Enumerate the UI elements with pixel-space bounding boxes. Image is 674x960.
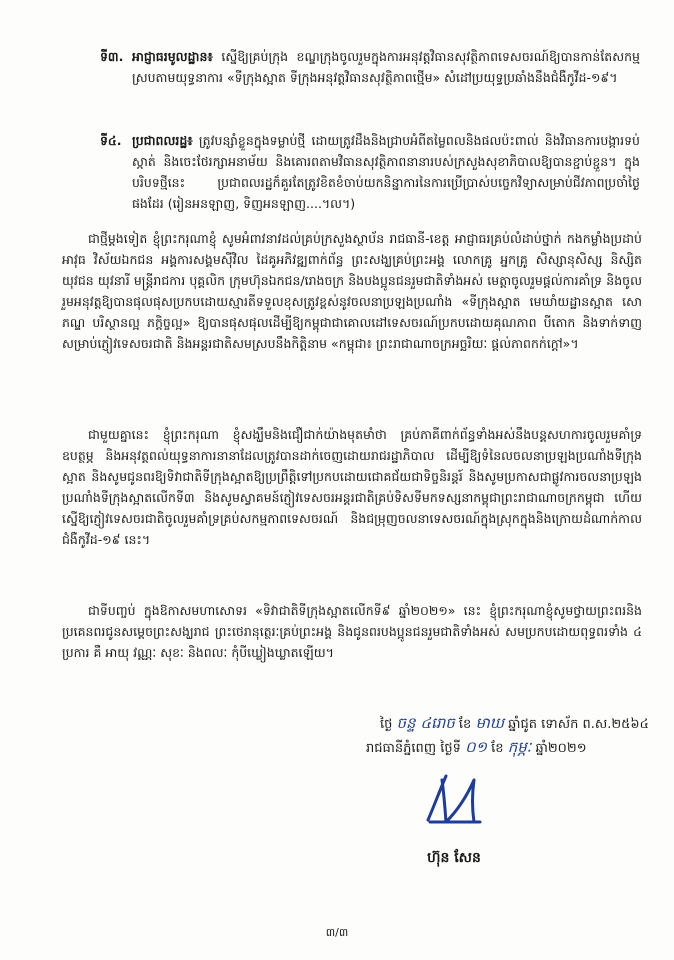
item-body bbox=[100, 130, 640, 214]
date-label: ឆ្នាំជូត ទោស័ក ព.ស.២៥៦៤ bbox=[508, 717, 649, 732]
handwritten-month: មាឃ bbox=[475, 714, 505, 732]
handwritten-day: ០១ bbox=[465, 738, 488, 756]
paragraph-closing: ជាទីបញ្ចប់ ក្នុងឱកាសមហាសោទរ «ទិវាជាតិទីក្រុងស្អាតលើកទី៩ ឆ្នាំ២០២១» នេះ ខ្ញុំព្រះករុណាខ្ញុំសូមថ្វាយព្រះពរនិងប្រគេនពរជូនសម្តេចព្រះសង្ឃរាជ ព្រះថេរានុត្ថេរៈគ្រប់ព្រះអង្គ និងជូនពរបងប្អូនជនរួមជាតិទាំងអស់ សមប្រកបដោយពុទ្ធពរទាំង ៤ ប្រការ គឺ អាយុ វណ្ណៈ សុខៈ និងពលៈ កុំបីឃ្លៀងឃ្លាតឡើយ។ bbox=[62, 603, 642, 660]
item-text: ស្នើឱ្យគ្រប់ក្រុង ខណ្ឌក្រុងចូលរួមក្នុងការអនុវត្តវិធានសុវត្ថិភាពទេសចរណ៍ឱ្យបានកាន់តែសកម្មស្របតាមយុទ្ធនាការ «ទីក្រុងស្អាត ទីក្រុងអនុវត្តវិធានសុវត្ថិភាពថ្មើម» សំដៅប្រយុទ្ធប្រឆាំងនឹងជំងឺកូវីដ-១៩។ bbox=[132, 49, 640, 85]
date-label: ខែ bbox=[491, 741, 504, 756]
item-body bbox=[100, 46, 640, 88]
page-number: ៣/៣ bbox=[325, 926, 349, 939]
date-line-lunar bbox=[380, 712, 649, 736]
item-heading: ប្រជាពលរដ្ឋ៖ bbox=[132, 133, 193, 148]
signature-icon bbox=[420, 770, 490, 830]
item-number: ទី៣. bbox=[100, 49, 124, 64]
signer-name: ហ៊ុន សែន bbox=[427, 850, 481, 866]
paragraph-hope: ជាមួយគ្នានេះ ខ្ញុំព្រះករុណា ខ្ញុំសង្ឃឹមនិងជឿជាក់យ៉ាងមុតមាំថា គ្រប់ភាគីពាក់ព័ន្ធទាំងអស់នឹងបន្តសហការចូលរួមគាំទ្រឧបត្ថម្ភ និងអនុវត្តពល់យុទ្ធនាការនានាដែលត្រូវបានដាក់ចេញដោយរាជរដ្ឋាភិបាល ដើម្បីឱ្យទំនៃលចលនាប្រឡងប្រណាំងទីក្រុងស្អាត និងសូមជូនពរឱ្យទិវាជាតិទីក្រុងស្អាតឱ្យប្រព្រឹត្តិទៅប្រកបដោយជោគជ័យជាទិច្ចនិរន្តរ៍ និងសូមប្រកាសជាផ្លូវការចលនាប្រឡងប្រណាំងទីក្រុងស្អាតលើកទី៣ និងសូមស្វាគមន៍ភ្ញៀវទេសចរអន្តរជាតិគ្រប់ទិសទីមកទស្សនាកម្ពុជាព្រះរាជាណាចក្រកម្ពុជា ហើយស្នើឱ្យភ្ញៀវទេសចរជាតិចូលរួមគាំទ្រគ្រប់សកម្មភាពទេសចរណ៍ និងជម្រុញចលនាទេសចរណ៍ក្នុងស្រុកក្នុងនិងក្រោយដំណាក់កាលជំងឺកូវីដ-១៩ នេះ។ bbox=[62, 427, 642, 547]
handwritten-month: កុម្ភៈ bbox=[507, 738, 532, 756]
date-label: ឆ្នាំ២០២១ bbox=[535, 741, 587, 756]
item-3 bbox=[100, 46, 640, 88]
date-label: ខែ bbox=[458, 717, 472, 732]
paragraph-appeal: ជាថ្មីម្តងទៀត ខ្ញុំព្រះករុណាខ្ញុំ សូមអំពាវនាវដល់គ្រប់ក្រសួងស្ថាប័ន រាជធានី-ខេត្ត អាជ្ញាធរគ្រប់លំដាប់ថ្នាក់ កងកម្លាំងប្រដាប់អាវុធ វិស័យឯកជន អង្គការសង្គមស៊ីវិល ដៃគូអភិវឌ្ឍពាក់ព័ន្ធ ព្រះសង្ឃគ្រប់ព្រះអង្គ លោកគ្រូ អ្នកគ្រូ សិស្សានុសិស្ស និស្សិត យុវជន យុវនារី មន្ត្រីរាជការ បុគ្គលិក ក្រុមហ៊ុនឯកជន/រោងចក្រ និងបងប្អូនជនរួមជាតិទាំងអស់ មេត្តាចូលរួមផ្តល់ការគាំទ្រ និងចូលរួមអនុវត្តឱ្យបានផុលផុសប្រកបដោយស្មារតីទទួលខុសត្រូវខ្ពស់នូវចលនាប្រឡងប្រណាំង «ទីក្រុងស្អាត មេឃាំយដ្ឋានស្អាត សោភណ្ឌ បរិស្ថានល្អ ភក្តិច្ចល្អ» ឱ្យបានផុសផុលដើម្បីឱ្យកម្ពុជាជាគោលដៅទេសចរណ៍ប្រកបដោយគុណភាព បីតោក និងទាក់ទាញសម្រាប់ភ្ញៀវទេសចរជាតិ និងអន្តរជាតិសមស្របនឹងកិត្តិនាម «កម្ពុជា៖ ព្រះរាជាណាចក្រអច្ឆរិយៈ ផ្តល់ភាពកក់ក្តៅ»។ bbox=[62, 231, 642, 351]
date-label: ថ្ងៃ bbox=[380, 717, 393, 732]
item-4 bbox=[100, 130, 640, 214]
item-text: ត្រូវបន្សាំខ្លួនក្នុងទម្លាប់ថ្មី ដោយត្រូវដឹងនិងជ្រាបអំពីតម្លៃពលនិងផលប៉ះពាល់ និងវិធានការបង្ការទប់ស្កាត់ និងចេះថែរក្សាអនាម័យ និងគោរពតាមវិធានសុវត្ថិភាពនានារបស់ក្រសួងសុខាភិបាលឱ្យបានខ្ជាប់ខ្ជួន។ ក្នុងបរិបទថ្មីនេះ ប្រជាពលរដ្ឋក៏គួរតែត្រូវខិតខំចាប់យកនិន្នាការនៃការប្រើប្រាស់បច្ចេកវិទ្យាសម្រាប់ជីវភាពប្រចាំថ្ងៃផងដែរ (រៀនអនឡាញ, ទិញអនឡាញ....។ល។) bbox=[132, 133, 640, 211]
date-label: រាជធានីភ្នំពេញ ថ្ងៃទី bbox=[366, 741, 461, 756]
item-heading: អាជ្ញាធរមូលដ្ឋាន៖ bbox=[132, 49, 213, 64]
item-number: ទី៤. bbox=[100, 133, 122, 148]
handwritten-day: ចន្ទ ៤រោច bbox=[396, 714, 455, 732]
date-line-solar bbox=[366, 736, 587, 760]
